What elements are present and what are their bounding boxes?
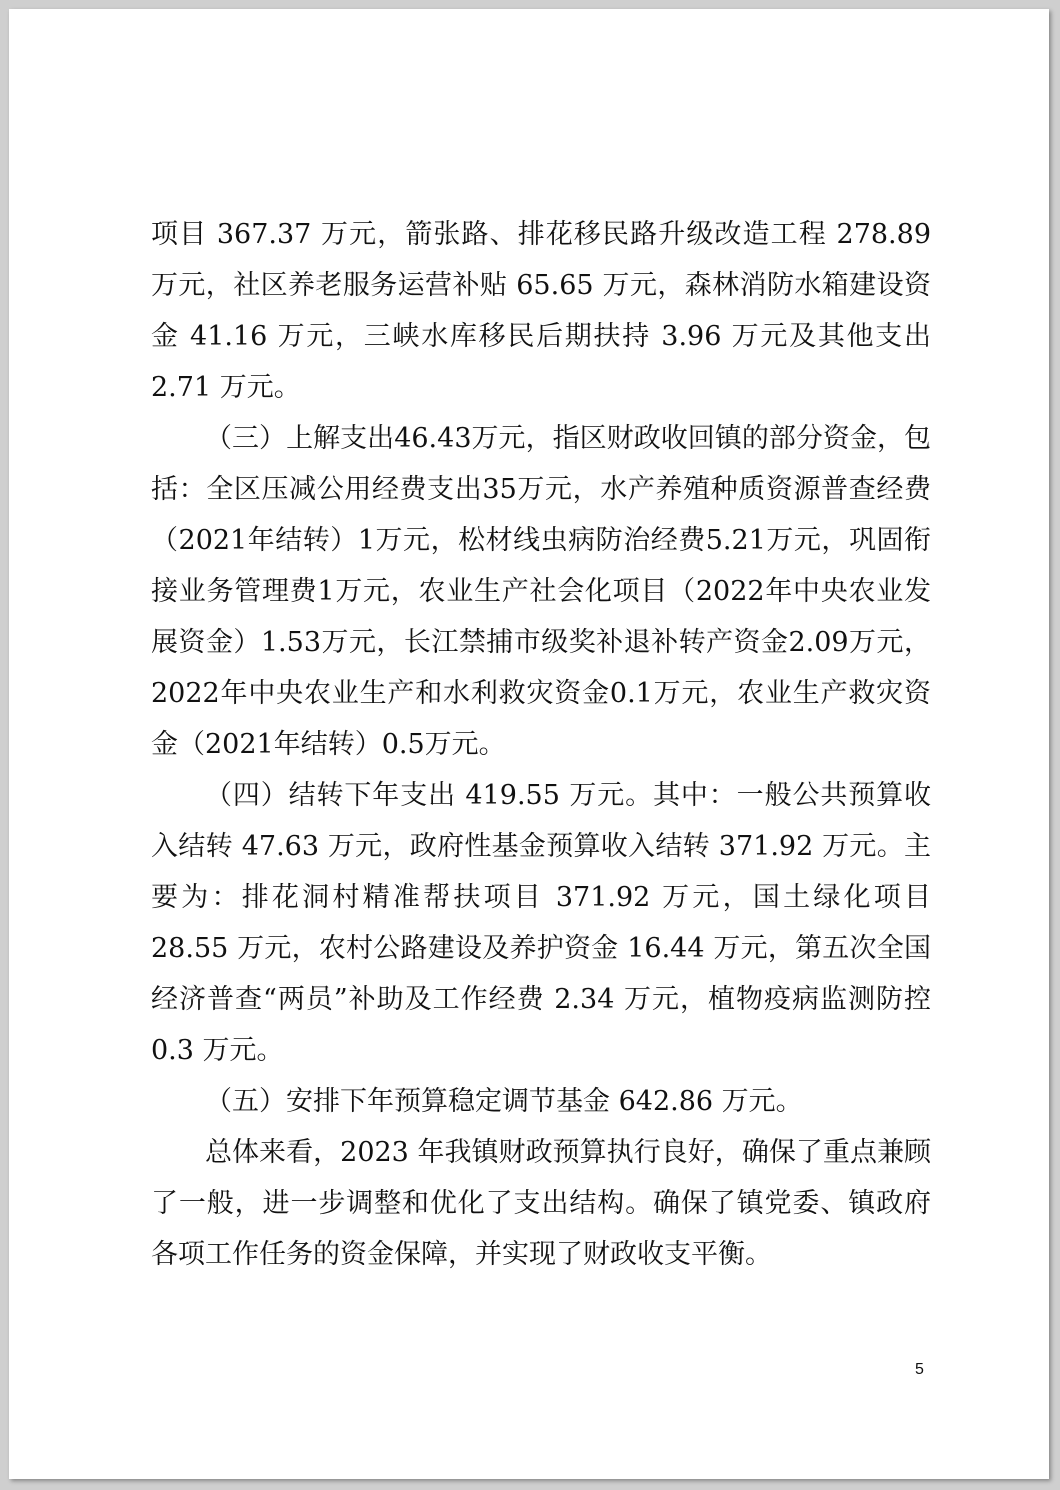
page-body bbox=[151, 209, 931, 1280]
paragraph-continuation: 项目 367.37 万元，箭张路、排花移民路升级改造工程 278.89 万元，社区养老服务运营补贴 65.65 万元，森林消防水箱建设资金 41.16 万元，三峡水库移民后期扶持 3.96 万元及其他支出 2.71 万元。 bbox=[151, 219, 931, 403]
document-page bbox=[9, 9, 1049, 1479]
paragraph-section-4: （四）结转下年支出 419.55 万元。其中：一般公共预算收入结转 47.63 万元，政府性基金预算收入结转 371.92 万元。主要为：排花洞村精准帮扶项目 371.92 万元，国土绿化项目 28.55 万元，农村公路建设及养护资金 16.44 万元，第五次全国经济普查“两员”补助及工作经费 2.34 万元，植物疫病监测防控 0.3 万元。 bbox=[151, 780, 931, 1066]
paragraph-section-5: （五）安排下年预算稳定调节基金 642.86 万元。 bbox=[205, 1086, 803, 1117]
paragraph-section-3: （三）上解支出46.43万元，指区财政收回镇的部分资金，包括：全区压减公用经费支出35万元，水产养殖种质资源普查经费（2021年结转）1万元，松材线虫病防治经费5.21万元，巩固衔接业务管理费1万元，农业生产社会化项目（2022年中央农业发展资金）1.53万元，长江禁捕市级奖补退补转产资金2.09万元，2022年中央农业生产和水利救灾资金0.1万元，农业生产救灾资金（2021年结转）0.5万元。 bbox=[151, 423, 931, 760]
paragraph-summary: 总体来看，2023 年我镇财政预算执行良好，确保了重点兼顾了一般，进一步调整和优化了支出结构。确保了镇党委、镇政府各项工作任务的资金保障，并实现了财政收支平衡。 bbox=[151, 1137, 931, 1270]
page-number: 5 bbox=[915, 1361, 924, 1378]
